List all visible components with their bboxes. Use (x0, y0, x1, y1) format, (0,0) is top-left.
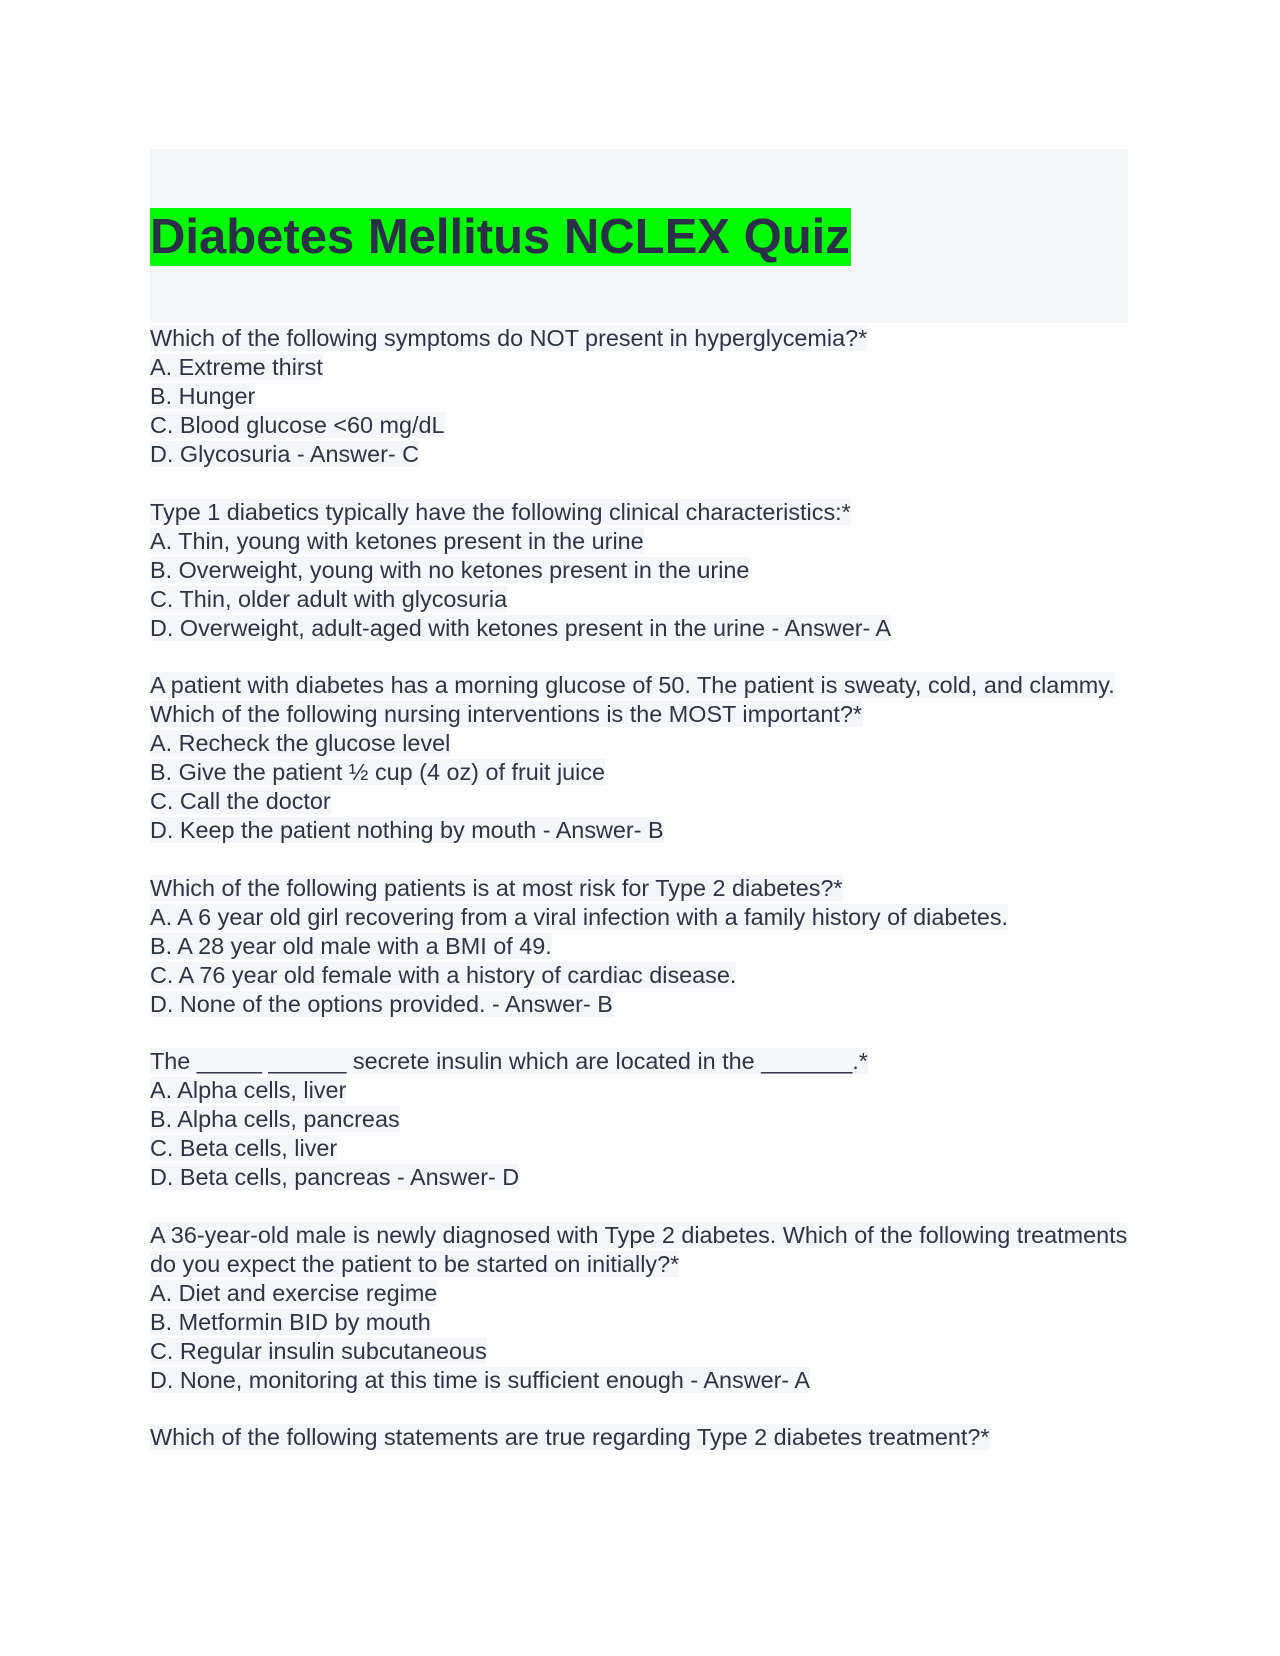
answer-option: A. Recheck the glucose level (150, 730, 451, 756)
answer-option: D. Keep the patient nothing by mouth - Answer- B (150, 817, 664, 843)
answer-option: C. A 76 year old female with a history of cardiac disease. (150, 961, 737, 988)
answer-option: D. None of the options provided. - Answer- B (150, 990, 613, 1017)
question-7 (150, 1423, 1130, 1452)
answer-option: D. Overweight, adult-aged with ketones present in the urine - Answer- A (150, 614, 892, 641)
answer-option: D. Glycosuria - Answer- C (150, 441, 420, 467)
question-5 (150, 1047, 1130, 1192)
question-2 (150, 498, 1130, 643)
answer-option: C. Call the doctor (150, 788, 331, 814)
quiz-content (150, 324, 1130, 1481)
answer-option: D. Beta cells, pancreas - Answer- D (150, 1164, 520, 1190)
question-stem: Type 1 diabetics typically have the following clinical characteristics:* (150, 498, 851, 525)
question-1 (150, 324, 1130, 469)
question-stem: Which of the following patients is at most risk for Type 2 diabetes?* (150, 874, 843, 901)
answer-option: C. Regular insulin subcutaneous (150, 1337, 487, 1364)
document-title: Diabetes Mellitus NCLEX Quiz (150, 210, 850, 264)
answer-option: B. Metformin BID by mouth (150, 1308, 431, 1335)
answer-option: B. Overweight, young with no ketones present in the urine (150, 556, 750, 583)
question-stem: The _____ ______ secrete insulin which are located in the _______.* (150, 1048, 868, 1074)
answer-option: B. Alpha cells, pancreas (150, 1106, 400, 1132)
answer-option: C. Beta cells, liver (150, 1135, 338, 1161)
answer-option: A. Extreme thirst (150, 354, 323, 380)
answer-option: A. Alpha cells, liver (150, 1077, 347, 1103)
answer-option: A. Thin, young with ketones present in the urine (150, 527, 644, 554)
answer-option: C. Blood glucose <60 mg/dL (150, 412, 445, 438)
answer-option: B. Hunger (150, 383, 256, 409)
question-6 (150, 1221, 1130, 1395)
question-stem: A patient with diabetes has a morning glucose of 50. The patient is sweaty, cold, and clammy. Which of the following nursing interventions is the MOST important?* (150, 672, 1115, 727)
answer-option: D. None, monitoring at this time is sufficient enough - Answer- A (150, 1366, 811, 1393)
answer-option: B. Give the patient ½ cup (4 oz) of fruit juice (150, 759, 606, 785)
question-stem: Which of the following symptoms do NOT present in hyperglycemia?* (150, 325, 868, 351)
answer-option: A. A 6 year old girl recovering from a viral infection with a family history of diabetes. (150, 903, 1009, 930)
title-block (150, 149, 1128, 323)
question-stem: Which of the following statements are true regarding Type 2 diabetes treatment?* (150, 1424, 990, 1450)
answer-option: A. Diet and exercise regime (150, 1279, 438, 1306)
answer-option: B. A 28 year old male with a BMI of 49. (150, 932, 552, 959)
question-stem: A 36-year-old male is newly diagnosed with Type 2 diabetes. Which of the following treatments do you expect the patient to be started on initially?* (150, 1221, 1128, 1277)
question-4 (150, 874, 1130, 1019)
answer-option: C. Thin, older adult with glycosuria (150, 585, 508, 612)
question-3 (150, 671, 1130, 845)
